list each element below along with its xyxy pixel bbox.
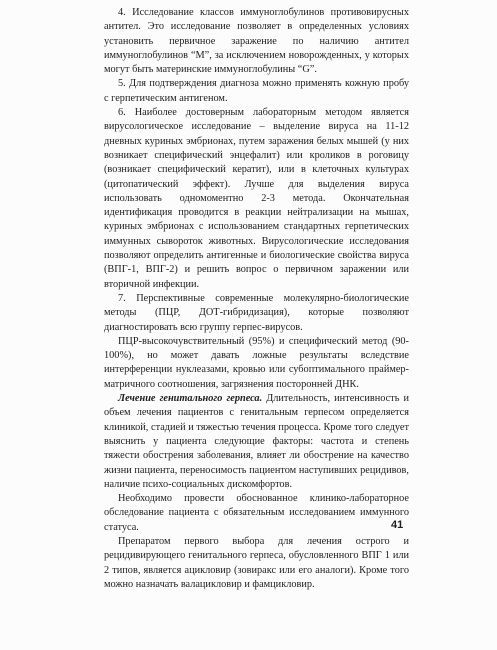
paragraph-treatment: Лечение генитального герпеса. Длительность, интенсивность и объем лечения пациентов с генитальным герпесом определяется клиникой, стадией и тяжестью течения процесса. Кроме того следует выяснить у пациента следующие факторы: частота и степень тяжести обострения заболевания, влияет ли обострение на качество жизни пациента, переносимость пациентом наступивших рецидивов, наличие психо-социальных дискомфортов. <box>104 393 409 490</box>
paragraph-first-line-drugs: Препаратом первого выбора для лечения острого и рецидивирующего генитального герпеса, обусловленного ВПГ 1 или 2 типов, является ацикловир (зовиракс или его аналоги). Кроме того можно назначать валацикловир и фамцикловир. <box>104 535 409 590</box>
body-text <box>104 6 409 592</box>
page-number: 41 <box>391 519 404 531</box>
paragraph-skin-test: 5. Для подтверждения диагноза можно применять кожную пробу с герпетическим антигеном. <box>104 78 409 104</box>
paragraph-antibody-classes: 4. Исследование классов иммуноглобулинов противовирусных антител. Это исследование позволяет в определенных условиях установить первичное заражение по наличию антител иммуноглобулинов “M”, за исключением новорожденных, у которых могут быть материнские иммуноглобулины “G”. <box>104 7 409 76</box>
paragraph-virology: 6. Наиболее достоверным лабораторным методом является вирусологическое исследование – выделение вируса на 11-12 дневных куриных эмбрионах, путем заражения белых мышей (у них возникает специфический энцефалит) или кроликов в роговицу (возникает специфический кератит), или в клеточных культурах (цитопатический эффект). Лучше для выделения вируса использовать одномоментно 2-3 метода. Окончательная идентификация проводится в реакции нейтрализации на мышах, куриных эмбрионах с использованием стандартных герпетических иммунных сывороток животных. Вирусологические исследования позволяют определить антигенные и биологические свойства вируса (ВПГ-1, ВПГ-2) и решить вопрос о первичном заражении или вторичной инфекции. <box>104 107 409 290</box>
paragraph-pcr: ПЦР-высокочувствительный (95%) и специфический метод (90-100%), но может давать ложные результаты вследствие интерференции нуклеазами, кровью или субоптимального праймер-матричного соотношения, загрязнения посторонней ДНК. <box>104 335 409 390</box>
paragraph-examination: Необходимо провести обоснованное клинико-лабораторное обследование пациента с обязательным исследованием иммунного статуса. <box>104 493 409 533</box>
treatment-heading: Лечение генитального герпеса. <box>118 393 263 405</box>
paragraph-molecular-methods: 7. Перспективные современные молекулярно-биологические методы (ПЦР, ДОТ-гибридизация), которые позволяют диагностировать всю группу герпес-вирусов. <box>104 292 409 333</box>
